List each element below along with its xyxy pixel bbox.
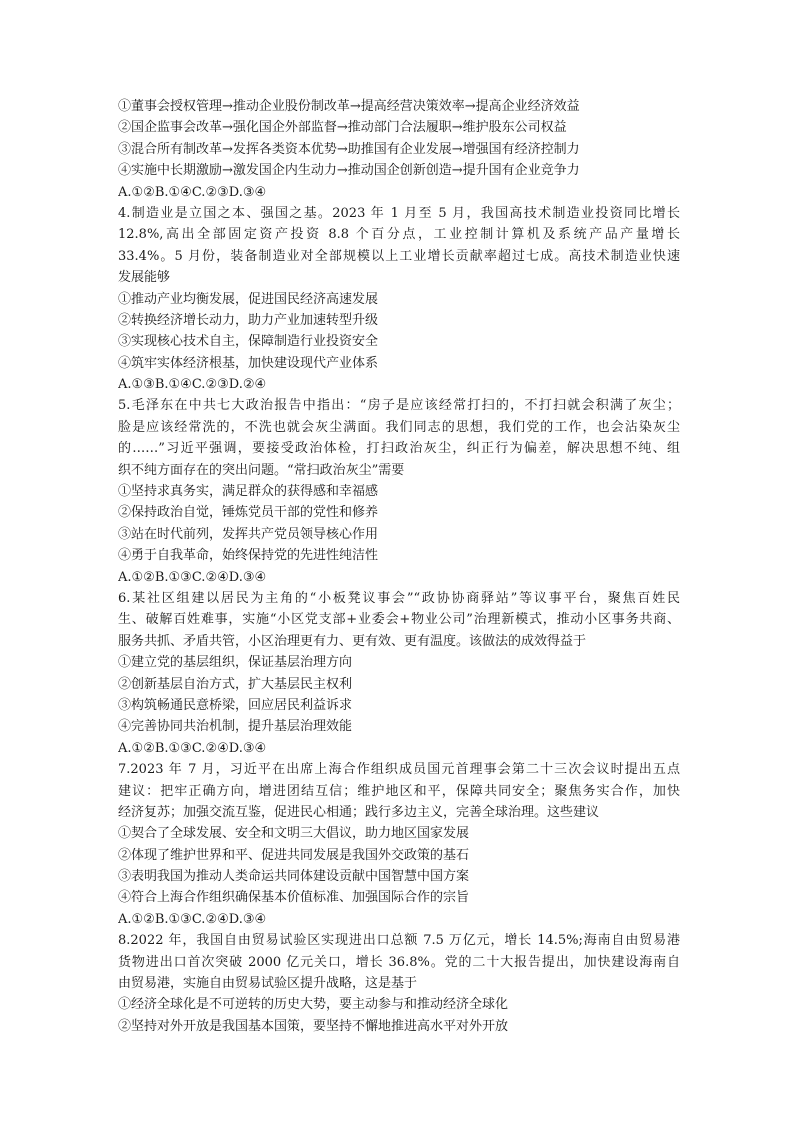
option-line: ④勇于自我革命，始终保持党的先进性纯洁性 [118, 548, 379, 564]
answer-options: A.①②B.①④C.②③D.③④ [118, 184, 267, 200]
option-line: ②体现了维护世界和平、促进共同发展是我国外交政策的基石 [118, 847, 470, 863]
option-line: ②创新基层自治方式，扩大基层民主权利 [118, 676, 353, 692]
question-6-line: 生、破解百姓难事，实施“小区党支部+业委会+物业公司”治理新模式，推动小区事务共商、 [118, 612, 680, 628]
question-6-line: 服务共抓、矛盾共管，小区治理更有力、更有效、更有温度。该做法的成效得益于 [118, 633, 587, 649]
question-5-line: 的……”习近平强调，要接受政治体检，打扫政治灰尘，纠正行为偏差，解决思想不纯、组 [118, 441, 680, 457]
option-line: ①经济全球化是不可逆转的历史大势，要主动参与和推动经济全球化 [118, 997, 509, 1013]
question-8-line: 货物进出口首次突破 2000 亿元关口，增长 36.8%。党的二十大报告提出，加快建设海南自 [118, 954, 680, 970]
option-line: ①推动产业均衡发展，促进国民经济高速发展 [118, 291, 379, 307]
question-7-line: 经济复苏；加强交流互鉴，促进民心相通；践行多边主义，完善全球治理。这些建议 [118, 804, 600, 820]
option-line: ②坚持对外开放是我国基本国策，要坚持不懈地推进高水平对外开放 [118, 1018, 509, 1034]
text-line: ②国企监事会改革→强化国企外部监督→推动部门合法履职→维护股东公司权益 [118, 120, 567, 136]
option-line: ④筑牢实体经济根基，加快建设现代产业体系 [118, 355, 379, 371]
question-5-line: 5.毛泽东在中共七大政治报告中指出：“房子是应该经常打扫的，不打扫就会积满了灰尘； [118, 398, 680, 414]
exam-page [118, 96, 680, 1037]
option-line: ③站在时代前列，发挥共产党员领导核心作用 [118, 526, 379, 542]
question-4-line: 33.4%。5 月份，装备制造业对全部规模以上工业增长贡献率超过七成。高技术制造业快速 [118, 248, 680, 264]
option-line: ②转换经济增长动力，助力产业加速转型升级 [118, 312, 379, 328]
question-7-line: 7.2023 年 7 月，习近平在出席上海合作组织成员国元首理事会第二十三次会议时提出五点 [118, 762, 680, 778]
text-line: ③混合所有制改革→发挥各类资本优势→助推国有企业发展→增强国有经济控制力 [118, 141, 580, 157]
answer-options: A.①②B.①③C.②④D.③④ [118, 569, 267, 585]
question-4-line: 发展能够 [118, 270, 171, 286]
option-line: ②保持政治自觉，锤炼党员干部的党性和修养 [118, 505, 379, 521]
option-line: ③表明我国为推动人类命运共同体建设贡献中国智慧中国方案 [118, 869, 470, 885]
text-line: ④实施中长期激励→激发国企内生动力→推动国企创新创造→提升国有企业竞争力 [118, 163, 580, 179]
question-5-line: 脸是应该经常洗的，不洗也就会灰尘满面。我们同志的思想，我们党的工作，也会沾染灰尘 [118, 419, 680, 435]
option-line: ④符合上海合作组织确保基本价值标准、加强国际合作的宗旨 [118, 890, 470, 906]
option-line: ①建立党的基层组织，保证基层治理方向 [118, 655, 353, 671]
option-line: ④完善协同共治机制，提升基层治理效能 [118, 719, 353, 735]
question-5-line: 织不纯方面存在的突出问题。“常扫政治灰尘”需要 [118, 462, 405, 478]
question-4-line: 12.8%,高出全部固定资产投资 8.8 个百分点，工业控制计算机及系统产品产量增长 [118, 227, 680, 243]
text-line: ①董事会授权管理→推动企业股份制改革→提高经营决策效率→提高企业经济效益 [118, 99, 580, 114]
answer-options: A.①②B.①③C.②④D.③④ [118, 740, 267, 756]
option-line: ③构筑畅通民意桥梁，回应居民利益诉求 [118, 697, 353, 713]
question-8-line: 8.2022 年，我国自由贸易试验区实现进出口总额 7.5 万亿元，增长 14.5%;海南自由贸易港 [118, 933, 680, 949]
question-6-line: 6.某社区组建以居民为主角的“小板凳议事会”“政协协商驿站”等议事平台，聚焦百姓民 [118, 590, 680, 606]
question-8-line: 由贸易港，实施自由贸易试验区提升战略，这是基于 [118, 976, 418, 992]
question-7-line: 建议：把牢正确方向，增进团结互信；维护地区和平，保障共同安全；聚焦务实合作，加快 [118, 783, 680, 799]
option-line: ①契合了全球发展、安全和文明三大倡议，助力地区国家发展 [118, 826, 470, 842]
answer-options: A.①②B.①③C.②④D.③④ [118, 911, 267, 927]
answer-options: A.①③B.①④C.②③D.②④ [118, 377, 267, 393]
option-line: ③实现核心技术自主，保障制造行业投资安全 [118, 334, 379, 350]
question-4-line: 4.制造业是立国之本、强国之基。2023 年 1 月至 5 月，我国高技术制造业投资同比增长 [118, 205, 680, 221]
option-line: ①坚持求真务实，满足群众的获得感和幸福感 [118, 484, 379, 500]
